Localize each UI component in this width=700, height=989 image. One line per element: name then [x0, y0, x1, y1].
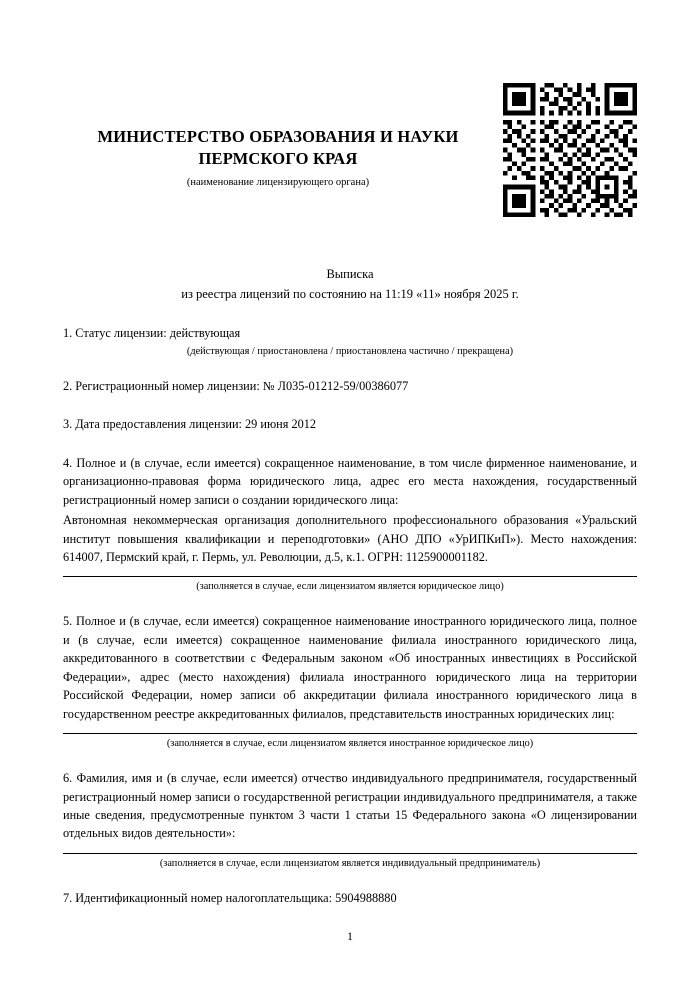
section-6-individual-entrepreneur: 6. Фамилия, имя и (в случае, если имеется) отчество индивидуального предпринимателя, государственный регистрационный номер записи о государственной регистрации индивидуального предпринимателя, а также иные сведения, предусмотренные пунктом 3 части 1 статьи 15 Федерального закона «О лицензировании отдельных видов деятельности»: [63, 771, 637, 841]
section-2-registration-number: 2. Регистрационный номер лицензии: № Л035-01212-59/00386077 [63, 378, 409, 393]
section-1-note: (действующая / приостановлена / приостановлена частично / прекращена) [186, 345, 514, 357]
document-title-line2: из реестра лицензий по состоянию на 11:19 «11» ноября 2025 г. [181, 286, 519, 301]
qr-code [503, 83, 637, 217]
section-5-note: (заполняется в случае, если лицензиатом является иностранное юридическое лицо) [166, 738, 534, 750]
section-3-issue-date: 3. Дата предоставления лицензии: 29 июня 2012 [63, 417, 317, 432]
section-6-divider [63, 853, 637, 854]
document-title [63, 264, 637, 304]
page-number: 1 [347, 929, 353, 943]
section-4-legal-entity: 4. Полное и (в случае, если имеется) сокращенное наименование, в том числе фирменное наименование, и организационно-правовая форма юридического лица, адрес его места нахождения, государственный регистрационный номер записи о создании юридического лица: [63, 455, 637, 507]
section-5-foreign-entity: 5. Полное и (в случае, если имеется) сокращенное наименование иностранного юридического лица, полное и (в случае, если имеется) сокращенное наименование филиала иностранного юридического лица, аккредитованного в соответствии с Федеральным законом «Об иностранных инвестициях в Российской Федерации», адрес (место нахождения) филиала иностранного юридического лица на территории Российской Федерации, номер записи об аккредитации филиала иностранного юридического лица в государственном реестре аккредитованных филиалов, представительств иностранных юридических лиц: [63, 614, 637, 721]
section-5-divider [63, 733, 637, 734]
page-title: МИНИСТЕРСТВО ОБРАЗОВАНИЯ И НАУКИ ПЕРМСКОГО КРАЯ [97, 127, 459, 169]
section-4-value: Автономная некоммерческая организация дополнительного профессионального образования «Уральский институт повышения квалификации и переподготовки» (АНО ДПО «УрИПКиП»). Место нахождения: 614007, Пермский край, г. Пермь, ул. Революции, д.5, к.1. ОГРН: 1125900001182. [63, 513, 637, 565]
section-4-divider [63, 576, 637, 577]
licensing-authority-note: (наименование лицензирующего органа) [186, 176, 370, 188]
section-4-note: (заполняется в случае, если лицензиатом является юридическое лицо) [196, 581, 504, 593]
document-title-line1: Выписка [326, 266, 374, 281]
section-6-note: (заполняется в случае, если лицензиатом является индивидуальный предприниматель) [159, 857, 541, 869]
section-7-taxpayer-number: 7. Идентификационный номер налогоплательщика: 5904988880 [63, 890, 397, 905]
section-1-status: 1. Статус лицензии: действующая [63, 325, 241, 340]
